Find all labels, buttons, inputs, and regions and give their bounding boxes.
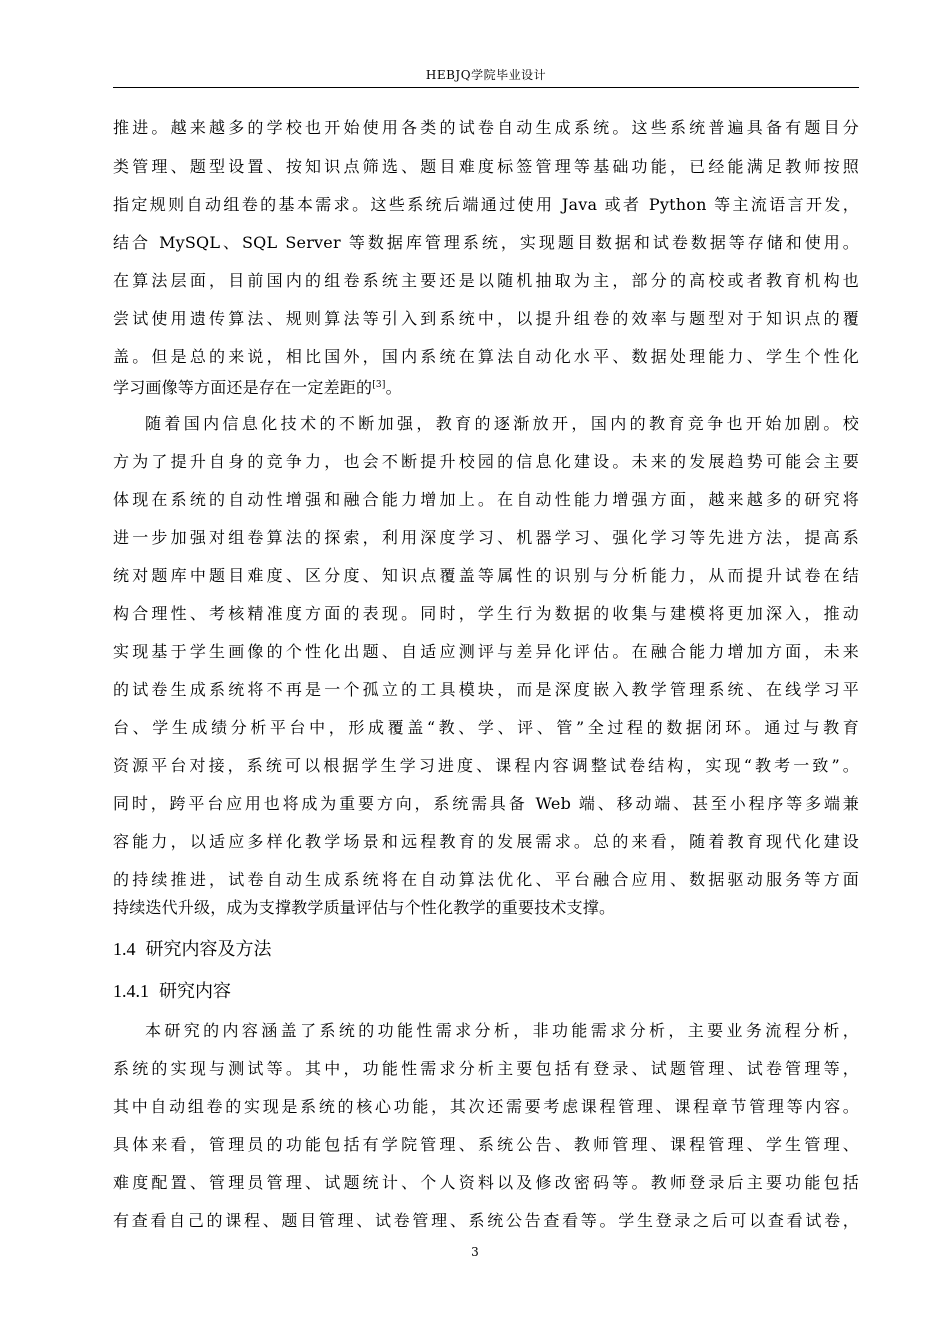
section-heading-1-4-1	[113, 980, 231, 1003]
text-line: 系统的实现与测试等。其中，功能性需求分析主要包括有登录、试题管理、试卷管理等，	[113, 1059, 859, 1078]
section-title: 研究内容	[159, 981, 231, 1002]
text-line: 具体来看，管理员的功能包括有学院管理、系统公告、教师管理、课程管理、学生管理、	[113, 1135, 859, 1154]
section-number: 1.4	[113, 939, 136, 959]
text-line: 容能力，以适应多样化教学场景和远程教育的发展需求。总的来看，随着教育现代化建设	[113, 832, 859, 851]
running-header: HEBJQ学院毕业设计	[425, 68, 547, 82]
header-rule	[113, 87, 859, 88]
text-line: 进一步加强对组卷算法的探索，利用深度学习、机器学习、强化学习等先进方法，提高系	[113, 528, 859, 547]
text-line: 方为了提升自身的竞争力，也会不断提升校园的信息化建设。未来的发展趋势可能会主要	[113, 452, 859, 471]
text-line: 同时，跨平台应用也将成为重要方向，系统需具备 Web 端、移动端、甚至小程序等多端兼	[113, 794, 859, 813]
text-line: 实现基于学生画像的个性化出题、自适应测评与差异化评估。在融合能力增加方面，未来	[113, 642, 859, 661]
text-span: 学习画像等方面还是存在一定差距的	[113, 378, 373, 397]
text-line: 有查看自己的课程、题目管理、试卷管理、系统公告查看等。学生登录之后可以查看试卷，	[113, 1211, 859, 1230]
text-span: 。	[385, 378, 402, 397]
page-number: 3	[471, 1245, 479, 1259]
text-line: 的持续推进，试卷自动生成系统将在自动算法优化、平台融合应用、数据驱动服务等方面	[113, 870, 859, 889]
citation-ref[interactable]: [3]	[372, 380, 386, 390]
text-line: 其中自动组卷的实现是系统的核心功能，其次还需要考虑课程管理、课程章节管理等内容。	[113, 1097, 859, 1116]
text-line: 结合 MySQL、SQL Server 等数据库管理系统，实现题目数据和试卷数据等存储和使用。	[113, 233, 859, 252]
text-line: 的试卷生成系统将不再是一个孤立的工具模块，而是深度嵌入教学管理系统、在线学习平	[113, 680, 859, 699]
text-line: 在算法层面，目前国内的组卷系统主要还是以随机抽取为主，部分的高校或者教育机构也	[113, 271, 859, 290]
text-line: 持续迭代升级，成为支撑教学质量评估与个性化教学的重要技术支撑。	[113, 898, 616, 917]
text-line: 类管理、题型设置、按知识点筛选、题目难度标签管理等基础功能，已经能满足教师按照	[113, 157, 859, 176]
text-line: 构合理性、考核精准度方面的表现。同时，学生行为数据的收集与建模将更加深入，推动	[113, 604, 859, 623]
section-number: 1.4.1	[113, 981, 149, 1001]
text-line: 台、学生成绩分析平台中，形成覆盖“教、学、评、管”全过程的数据闭环。通过与教育	[113, 718, 859, 737]
text-line: 随着国内信息化技术的不断加强，教育的逐渐放开，国内的教育竞争也开始加剧。校	[145, 414, 859, 433]
text-line: 盖。但是总的来说，相比国外，国内系统在算法自动化水平、数据处理能力、学生个性化	[113, 347, 859, 366]
text-line: 本研究的内容涵盖了系统的功能性需求分析，非功能需求分析，主要业务流程分析，	[145, 1021, 859, 1040]
text-line: 指定规则自动组卷的基本需求。这些系统后端通过使用 Java 或者 Python 等主流语言开发，	[113, 195, 859, 214]
text-line: 资源平台对接，系统可以根据学生学习进度、课程内容调整试卷结构，实现“教考一致”。	[113, 756, 859, 775]
text-line: 统对题库中题目难度、区分度、知识点覆盖等属性的识别与分析能力，从而提升试卷在结	[113, 566, 859, 585]
section-heading-1-4	[113, 938, 272, 961]
text-line: 推进。越来越多的学校也开始使用各类的试卷自动生成系统。这些系统普遍具备有题目分	[113, 118, 859, 137]
section-title: 研究内容及方法	[145, 939, 272, 960]
text-line: 难度配置、管理员管理、试题统计、个人资料以及修改密码等。教师登录后主要功能包括	[113, 1173, 859, 1192]
text-line: 体现在系统的自动性增强和融合能力增加上。在自动性能力增强方面，越来越多的研究将	[113, 490, 859, 509]
text-line: 尝试使用遗传算法、规则算法等引入到系统中，以提升组卷的效率与题型对于知识点的覆	[113, 309, 859, 328]
text-line	[113, 375, 859, 398]
